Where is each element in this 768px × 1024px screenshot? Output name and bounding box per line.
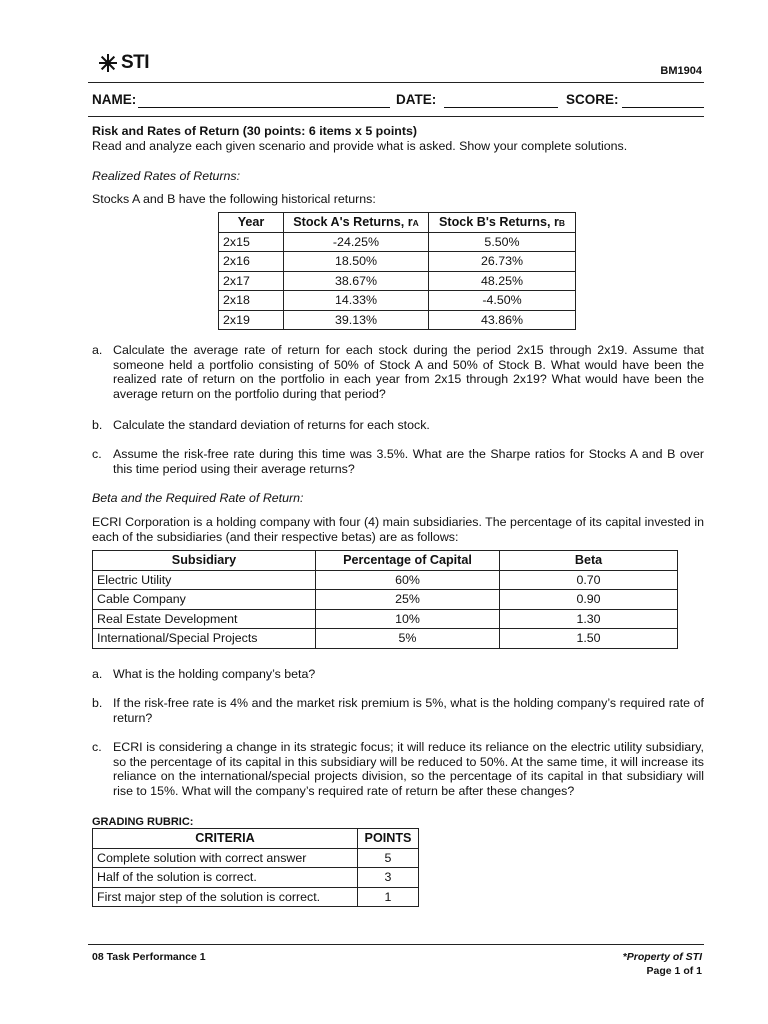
table-row [93, 848, 419, 868]
table-row [93, 868, 419, 888]
question-text: Calculate the standard deviation of returns for each stock. [113, 418, 430, 432]
cell-stock-a: 18.50% [284, 252, 429, 272]
header-points: POINTS [358, 829, 419, 849]
name-label: NAME: [92, 92, 137, 107]
cell-stock-b: 5.50% [429, 232, 576, 252]
table-row [93, 570, 678, 590]
cell-stock-a: -24.25% [284, 232, 429, 252]
table-row [219, 252, 576, 272]
name-rule [88, 116, 704, 117]
header-stock-a: Stock A's Returns, rA [284, 213, 429, 233]
question-text: What is the holding company’s beta? [113, 667, 316, 681]
question-1c [92, 447, 704, 477]
cell-percentage: 5% [316, 629, 500, 649]
cell-subsidiary: International/Special Projects [93, 629, 316, 649]
page-title: Risk and Rates of Return (30 points: 6 items x 5 points) [92, 124, 417, 138]
table-row [219, 271, 576, 291]
question-text: If the risk-free rate is 4% and the market risk premium is 5%, what is the holding company’s required rate of return? [113, 696, 704, 725]
instructions: Read and analyze each given scenario and provide what is asked. Show your complete solutions. [92, 139, 628, 153]
subscript-b: B [558, 218, 565, 229]
cell-beta: 0.90 [500, 590, 678, 610]
question-label: a. [92, 343, 103, 357]
rubric-heading: GRADING RUBRIC: [92, 816, 194, 828]
footer-rule [88, 944, 704, 945]
cell-percentage: 60% [316, 570, 500, 590]
cell-beta: 1.30 [500, 609, 678, 629]
question-text: Calculate the average rate of return for each stock during the period 2x15 through 2x19. Assume that someone held a portfolio consisting of 50% of Stock A and 50% of Stock B. What would have been the realized rate of return on the portfolio in each year from 2x15 through 2x19? What would have been the average return on the portfolio during that period? [113, 343, 704, 401]
table-row [93, 887, 419, 907]
table-row [219, 232, 576, 252]
cell-points: 1 [358, 887, 419, 907]
cell-subsidiary: Cable Company [93, 590, 316, 610]
cell-criteria: Complete solution with correct answer [93, 848, 358, 868]
rubric-table-header [93, 829, 419, 849]
date-field[interactable] [444, 107, 558, 108]
subsidiary-table [92, 550, 678, 649]
returns-table-header [219, 213, 576, 233]
cell-points: 5 [358, 848, 419, 868]
cell-stock-a: 14.33% [284, 291, 429, 311]
table-row [93, 629, 678, 649]
header-beta: Beta [500, 551, 678, 571]
cell-criteria: First major step of the solution is correct. [93, 887, 358, 907]
footer-page: Page 1 of 1 [646, 965, 702, 977]
header-stock-b: Stock B's Returns, rB [429, 213, 576, 233]
cell-stock-b: 48.25% [429, 271, 576, 291]
header-percentage: Percentage of Capital [316, 551, 500, 571]
header-criteria: CRITERIA [93, 829, 358, 849]
returns-table [218, 212, 576, 330]
section1-intro: Stocks A and B have the following historical returns: [92, 192, 376, 206]
question-label: b. [92, 696, 103, 710]
question-2b [92, 696, 704, 726]
footer-left: 08 Task Performance 1 [92, 951, 206, 963]
section1-heading: Realized Rates of Returns: [92, 169, 241, 183]
question-label: a. [92, 667, 103, 681]
cell-beta: 1.50 [500, 629, 678, 649]
table-row [219, 291, 576, 311]
score-label: SCORE: [566, 92, 619, 107]
header-subsidiary: Subsidiary [93, 551, 316, 571]
question-1b [92, 418, 704, 434]
cell-percentage: 25% [316, 590, 500, 610]
question-label: b. [92, 418, 103, 432]
question-1a [92, 343, 704, 403]
document-code: BM1904 [660, 65, 702, 77]
footer-property: *Property of STI [622, 951, 702, 963]
question-label: c. [92, 447, 102, 461]
header-year: Year [219, 213, 284, 233]
header-rule [88, 82, 704, 83]
cell-subsidiary: Electric Utility [93, 570, 316, 590]
cell-percentage: 10% [316, 609, 500, 629]
cell-subsidiary: Real Estate Development [93, 609, 316, 629]
cell-year: 2x18 [219, 291, 284, 311]
score-field[interactable] [622, 107, 704, 108]
cell-points: 3 [358, 868, 419, 888]
question-2c [92, 740, 704, 800]
cell-beta: 0.70 [500, 570, 678, 590]
date-label: DATE: [396, 92, 437, 107]
subscript-a: A [412, 218, 419, 229]
table-row [93, 590, 678, 610]
cell-stock-a: 39.13% [284, 310, 429, 330]
cell-stock-a: 38.67% [284, 271, 429, 291]
question-text: Assume the risk-free rate during this time was 3.5%. What are the Sharpe ratios for Stocks A and B over this time period using their average returns? [113, 447, 704, 476]
sti-logo-icon [97, 54, 119, 72]
cell-year: 2x15 [219, 232, 284, 252]
sti-logo [97, 52, 149, 74]
cell-year: 2x17 [219, 271, 284, 291]
cell-stock-b: 26.73% [429, 252, 576, 272]
question-text: ECRI is considering a change in its strategic focus; it will reduce its reliance on the electric utility subsidiary, so the percentage of its capital in this subsidiary will be reduced to 50%. At the same time, it will increase its reliance on the international/special projects division, so the percentage of its capital in that subsidiary will rise to 15%. What will the company’s required rate of return be after these changes? [113, 740, 704, 798]
question-2a [92, 667, 704, 683]
cell-stock-b: -4.50% [429, 291, 576, 311]
section2-heading: Beta and the Required Rate of Return: [92, 491, 304, 505]
cell-stock-b: 43.86% [429, 310, 576, 330]
question-label: c. [92, 740, 102, 754]
cell-year: 2x19 [219, 310, 284, 330]
section2-intro: ECRI Corporation is a holding company with four (4) main subsidiaries. The percentage of its capital invested in each of the subsidiaries (and their respective betas) are as follows: [92, 515, 704, 544]
subsidiary-table-header [93, 551, 678, 571]
rubric-table [92, 828, 419, 907]
cell-criteria: Half of the solution is correct. [93, 868, 358, 888]
table-row [93, 609, 678, 629]
table-row [219, 310, 576, 330]
name-field[interactable] [138, 107, 390, 108]
logo-text: STI [121, 52, 150, 73]
cell-year: 2x16 [219, 252, 284, 272]
